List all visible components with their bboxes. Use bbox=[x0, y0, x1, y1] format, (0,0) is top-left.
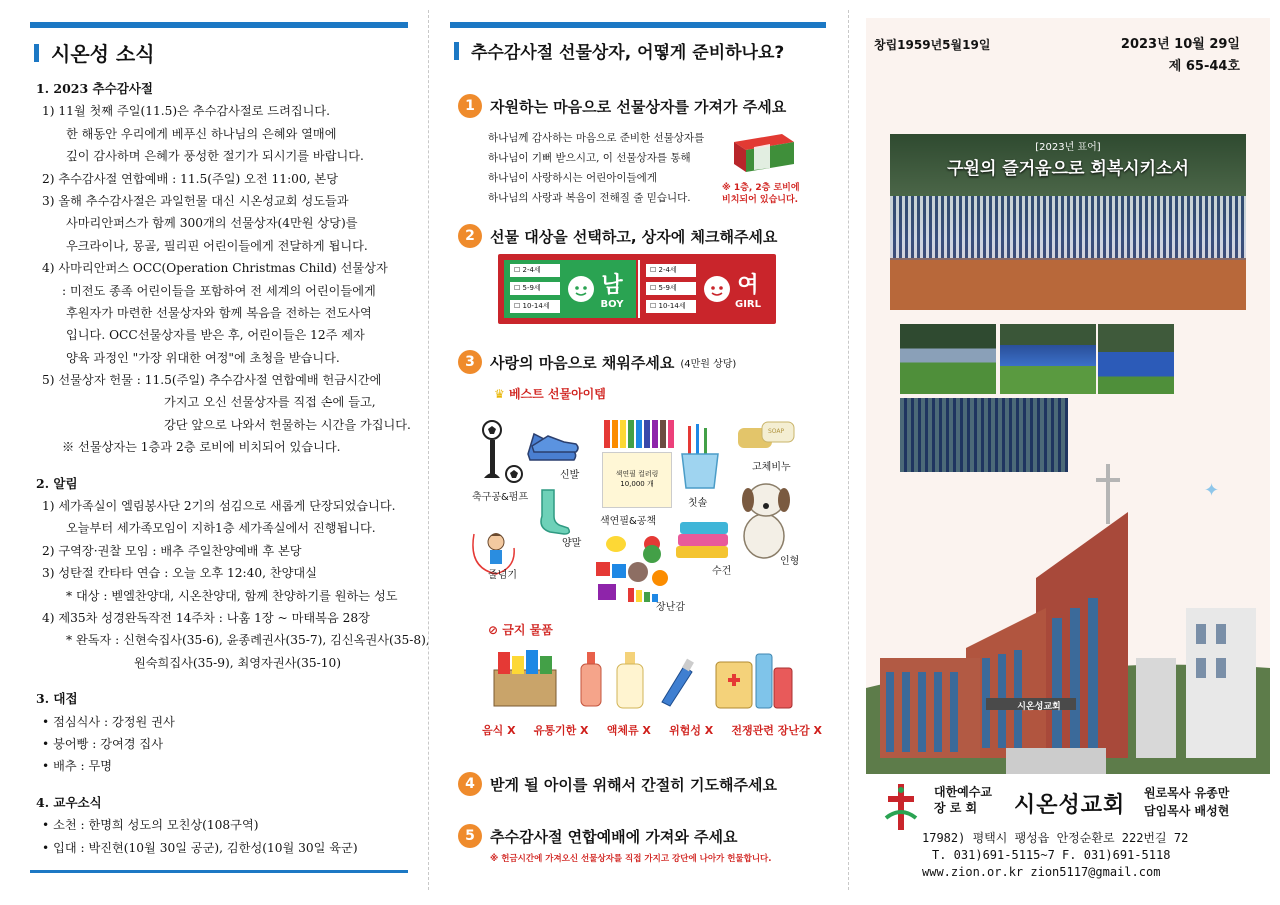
news-line bbox=[36, 778, 408, 792]
crown-icon: ♛ bbox=[494, 387, 509, 401]
news-line: • 소천 : 한명희 성도의 모친상(108구역) bbox=[42, 818, 259, 833]
lobby-note: ※ 1층, 2층 로비에 비치되어 있습니다. bbox=[722, 183, 800, 205]
prohibited-items-list: 음식 X 유통기한 X 액체류 X 위험성 X 전쟁관련 장난감 X bbox=[482, 724, 822, 737]
item-soccer-ball: 축구공&펌프 bbox=[472, 492, 529, 503]
news-line: 오늘부터 세가족모임이 지하1층 세가족실에서 진행됩니다. bbox=[66, 521, 376, 536]
towels-icon bbox=[672, 520, 732, 560]
toys-icon bbox=[592, 528, 672, 606]
issue-date: 2023년 10월 29일 제 65-44호 bbox=[1120, 37, 1240, 74]
event-photo-1 bbox=[900, 324, 996, 394]
stadium-photo bbox=[890, 134, 1246, 310]
item-doll: 인형 bbox=[780, 556, 800, 567]
bulletin-cover bbox=[866, 18, 1270, 888]
top-accent-bar bbox=[450, 22, 826, 28]
founded-date: 창립1959년5월19일 bbox=[874, 38, 991, 52]
news-section-heading: 2. 알림 bbox=[36, 475, 78, 491]
address: 17982) 평택시 팽성읍 안정순환로 222번길 72 bbox=[922, 831, 1189, 845]
news-line: 강단 앞으로 나와서 헌물하는 시간을 가집니다. bbox=[164, 417, 411, 432]
motto-text: 구원의 즐거움으로 회복시키소서 bbox=[947, 159, 1189, 179]
news-line: 2) 추수감사절 연합예배 : 11.5(주일) 오전 11:00, 본당 bbox=[42, 171, 338, 186]
girl-panel: ☐ 2-4세 ☐ 5-9세 ☐ 10-14세 여 GIRL bbox=[638, 260, 772, 318]
news-line: 1) 11월 첫째 주일(11.5)은 추수감사절로 드려집니다. bbox=[42, 104, 331, 119]
church-sign: 시온성교회 bbox=[1017, 702, 1061, 712]
event-photo-3 bbox=[1098, 324, 1174, 394]
soap-bars-icon bbox=[736, 416, 796, 452]
event-photo-2 bbox=[1000, 324, 1096, 394]
news-line: • 붕어빵 : 강여경 집사 bbox=[42, 736, 163, 751]
news-line: 4) 제35차 성경완독작전 14주차 : 나훔 1장 ~ 마태복음 28장 bbox=[42, 610, 370, 625]
news-line: * 대상 : 벧엘찬양대, 시온찬양대, 함께 찬양하기를 원하는 성도 bbox=[66, 588, 398, 603]
girl-label: 여 GIRL bbox=[734, 273, 761, 310]
church-news-column bbox=[30, 0, 430, 905]
socks-icon bbox=[532, 488, 574, 536]
prohibited-icon: ⊘ bbox=[488, 623, 503, 637]
plush-dog-icon bbox=[736, 478, 796, 562]
news-line: • 점심식사 : 강정원 권사 bbox=[42, 714, 175, 729]
news-line: * 완독자 : 신현숙집사(35-6), 윤종례권사(35-7), 김신옥권사(35-8), bbox=[66, 633, 430, 648]
offering-note: ※ 헌금시간에 가져오신 선물상자를 직접 가지고 강단에 나아가 헌물합니다. bbox=[490, 854, 772, 864]
news-line: ※ 선물상자는 1층과 2층 로비에 비치되어 있습니다. bbox=[62, 440, 341, 455]
medicine-kit-icon bbox=[712, 648, 796, 712]
soccer-ball-pump-icon bbox=[478, 418, 528, 488]
step-1: 1 자원하는 마음으로 선물상자를 가져가 주세요 bbox=[458, 94, 786, 118]
fold-divider bbox=[848, 10, 849, 890]
gift-guide-title: 추수감사절 선물상자, 어떻게 준비하나요? bbox=[454, 38, 784, 63]
news-line: 2) 구역장·권찰 모임 : 배추 주일찬양예배 후 본당 bbox=[42, 543, 302, 558]
best-items-title: ♛ 베스트 선물아이템 bbox=[494, 387, 606, 401]
photo-crowd bbox=[890, 196, 1246, 258]
motto-label: [2023년 표어] bbox=[1035, 142, 1101, 153]
sparkle-icon: ✦ bbox=[1204, 480, 1220, 501]
news-line bbox=[36, 674, 408, 688]
item-towel: 수건 bbox=[712, 566, 732, 577]
news-line: : 미전도 종족 어린이들을 포함하여 전 세계의 어린이들에게 bbox=[62, 283, 376, 298]
news-section-heading: 1. 2023 추수감사절 bbox=[36, 81, 153, 96]
boy-panel: ☐ 2-4세 ☐ 5-9세 ☐ 10-14세 남 BOY bbox=[504, 260, 636, 318]
step-4: 4 받게 될 아이를 위해서 간절히 기도해주세요 bbox=[458, 772, 777, 796]
news-line: 원숙희집사(35-9), 최영자권사(35-10) bbox=[134, 655, 342, 670]
gender-age-tag bbox=[498, 254, 776, 324]
step-2: 2 선물 대상을 선택하고, 상자에 체크해주세요 bbox=[458, 224, 777, 248]
news-line: 후원자가 마련한 선물상자와 함께 복음을 전하는 전도사역 bbox=[66, 305, 372, 320]
news-line bbox=[36, 459, 408, 473]
news-section-heading: 4. 교우소식 bbox=[36, 794, 102, 810]
news-line: 3) 올해 추수감사절은 과일헌물 대신 시온성교회 성도들과 bbox=[42, 193, 349, 208]
item-shoes: 신발 bbox=[560, 470, 580, 481]
paint-tube-icon bbox=[656, 658, 696, 708]
toothbrush-cup-icon bbox=[678, 424, 722, 490]
denomination: 대한예수교 장 로 회 bbox=[934, 785, 992, 815]
news-line: 5) 선물상자 헌물 : 11.5(주일) 추수감사절 연합예배 헌금시간에 bbox=[42, 373, 382, 388]
news-line: 입니다. OCC선물상자를 받은 후, 어린이들은 12주 제자 bbox=[66, 328, 365, 343]
news-section-heading: 3. 대접 bbox=[36, 691, 78, 707]
contact-info bbox=[922, 830, 1188, 881]
news-line: • 배추 : 무명 bbox=[42, 759, 113, 774]
church-info-panel bbox=[866, 774, 1270, 888]
soap-label: SOAP bbox=[768, 428, 785, 435]
news-line: 가지고 오신 선물상자를 직접 손에 들고, bbox=[164, 395, 376, 410]
step-1-description: 하나님께 감사하는 마음으로 준비한 선물상자를 하나님이 기뻐 받으시고, 이 선물상자를 통해 하나님이 사랑하시는 어린아이들에게 하나님의 사랑과 복음이 전해질 줄 믿습니다. bbox=[488, 132, 705, 204]
item-soap: 고체비누 bbox=[752, 462, 791, 473]
photo-track bbox=[890, 260, 1246, 310]
news-line: 1) 세가족실이 엘림봉사단 2기의 섬김으로 새롭게 단장되었습니다. bbox=[42, 499, 396, 514]
color-pencils-icon bbox=[602, 414, 674, 450]
step-5: 5 추수감사절 연합예배에 가져와 주세요 bbox=[458, 824, 738, 848]
item-socks: 양말 bbox=[562, 538, 582, 549]
news-body bbox=[36, 78, 430, 859]
church-news-title: 시온성 소식 bbox=[34, 38, 155, 67]
web-email: www.zion.or.kr zion5117@gmail.com bbox=[922, 865, 1161, 879]
item-toothbrush: 칫솔 bbox=[688, 498, 708, 509]
food-box-icon bbox=[490, 648, 560, 710]
news-line: 깊이 감사하며 은혜가 풍성한 절기가 되시기를 바랍니다. bbox=[66, 149, 364, 164]
coloring-book: 색연필 컬러링 10,000 개 bbox=[602, 452, 672, 508]
news-line: 4) 사마리안퍼스 OCC(Operation Christmas Child) 선물상자 bbox=[42, 261, 388, 276]
item-toys: 장난감 bbox=[656, 602, 685, 613]
fold-divider bbox=[428, 10, 429, 890]
top-accent-bar bbox=[30, 22, 408, 28]
news-line: 양육 과정인 "가장 위대한 여정"에 초청을 받습니다. bbox=[66, 350, 340, 365]
news-line: 3) 성탄절 칸타타 연습 : 오늘 오후 12:40, 찬양대실 bbox=[42, 566, 317, 581]
bottom-accent-bar bbox=[30, 870, 408, 873]
phone-fax: T. 031)691-5115~7 F. 031)691-5118 bbox=[932, 848, 1171, 862]
lotion-bottle-icon bbox=[578, 650, 604, 708]
shampoo-bottle-icon bbox=[614, 652, 646, 710]
church-cross-logo bbox=[884, 782, 918, 832]
title-marker bbox=[34, 44, 39, 62]
news-line: 사마리안퍼스가 함께 300개의 선물상자(4만원 상당)를 bbox=[66, 216, 358, 231]
news-line: • 입대 : 박진현(10월 30일 공군), 김한성(10월 30일 육군) bbox=[42, 840, 358, 855]
church-building-illustration bbox=[866, 458, 1270, 774]
title-marker bbox=[454, 42, 459, 60]
news-line: 우크라이나, 몽골, 필리핀 어린이들에게 전달하게 됩니다. bbox=[66, 238, 368, 253]
news-line: 한 해동안 우리에게 베푸신 하나님의 은혜와 열매에 bbox=[66, 126, 337, 141]
boy-label: 남 BOY bbox=[600, 273, 624, 310]
step-3: 3 사랑의 마음으로 채워주세요 (4만원 상당) bbox=[458, 350, 736, 374]
prohibited-items-title: ⊘ 금지 물품 bbox=[488, 623, 553, 637]
item-crayons-notebook: 색연필&공책 bbox=[600, 516, 657, 527]
sneakers-icon bbox=[524, 424, 580, 470]
pastors: 원로목사 유종만 담임목사 배성현 bbox=[1144, 786, 1230, 818]
church-name: 시온성교회 bbox=[1014, 793, 1126, 818]
gift-box-guide-column bbox=[450, 0, 826, 905]
item-jump-rope: 줄넘기 bbox=[488, 570, 517, 581]
gift-box-icon bbox=[730, 128, 796, 174]
